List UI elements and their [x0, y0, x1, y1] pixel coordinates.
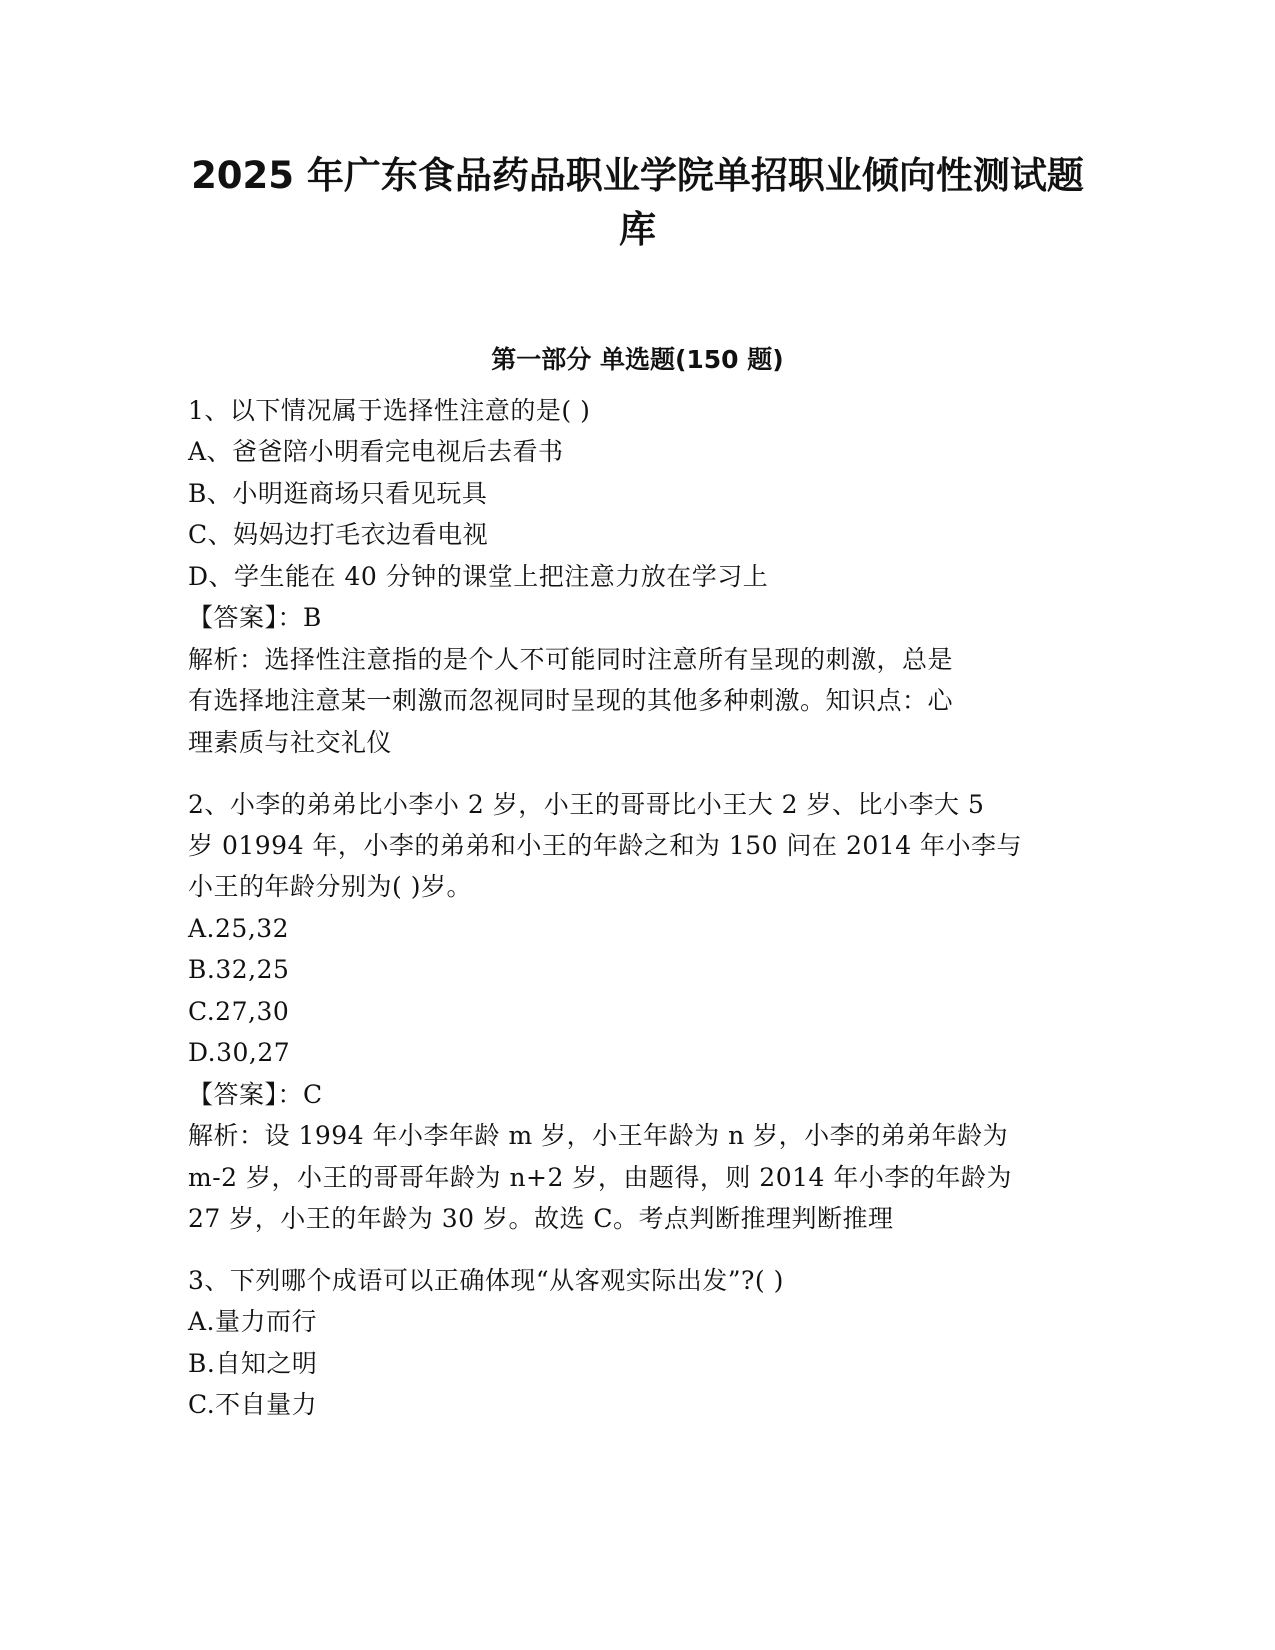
question-3-option-b: B.自知之明 [188, 1349, 318, 1378]
question-2-analysis-line-3: 27 岁，小王的年龄为 30 岁。故选 C。考点判断推理判断推理 [188, 1204, 894, 1233]
question-2-stem-line-1: 2、小李的弟弟比小李小 2 岁，小王的哥哥比小王大 2 岁、比小李大 5 [188, 790, 985, 819]
question-1-option-b: B、小明逛商场只看见玩具 [188, 479, 488, 508]
question-2-answer: 【答案】：C [188, 1080, 323, 1109]
question-2-option-b: B.32,25 [188, 955, 290, 984]
question-3-stem: 3、下列哪个成语可以正确体现“从客观实际出发”?( ) [188, 1266, 784, 1295]
question-2-stem-line-2: 岁 01994 年，小李的弟弟和小王的年龄之和为 150 问在 2014 年小李与 [188, 831, 1023, 860]
question-1-answer: 【答案】：B [188, 603, 322, 632]
question-2-option-d: D.30,27 [188, 1038, 291, 1067]
question-1-analysis-line-1: 解析：选择性注意指的是个人不可能同时注意所有呈现的刺激，总是 [188, 645, 954, 674]
question-1-option-d: D、学生能在 40 分钟的课堂上把注意力放在学习上 [188, 562, 769, 591]
document-title-line-1: 2025 年广东食品药品职业学院单招职业倾向性测试题 [191, 154, 1084, 197]
question-2-option-a: A.25,32 [188, 914, 290, 943]
question-1-analysis-line-2: 有选择地注意某一刺激而忽视同时呈现的其他多种刺激。知识点：心 [188, 686, 954, 715]
document-title-line-2: 库 [619, 208, 656, 251]
question-2-option-c: C.27,30 [188, 997, 290, 1026]
section-heading: 第一部分 单选题(150 题) [491, 345, 784, 374]
question-3-option-c: C.不自量力 [188, 1390, 318, 1419]
question-2-analysis-line-2: m-2 岁，小王的哥哥年龄为 n+2 岁，由题得，则 2014 年小李的年龄为 [188, 1163, 1012, 1192]
question-1-stem: 1、以下情况属于选择性注意的是( ) [188, 396, 591, 425]
question-1-option-c: C、妈妈边打毛衣边看电视 [188, 520, 489, 549]
question-1-analysis-line-3: 理素质与社交礼仪 [188, 728, 393, 757]
question-2-analysis-line-1: 解析：设 1994 年小李年龄 m 岁，小王年龄为 n 岁，小李的弟弟年龄为 [188, 1121, 1009, 1150]
question-3-option-a: A.量力而行 [188, 1307, 318, 1336]
question-2-stem-line-3: 小王的年龄分别为( )岁。 [188, 872, 472, 901]
question-1-option-a: A、爸爸陪小明看完电视后去看书 [188, 437, 564, 466]
